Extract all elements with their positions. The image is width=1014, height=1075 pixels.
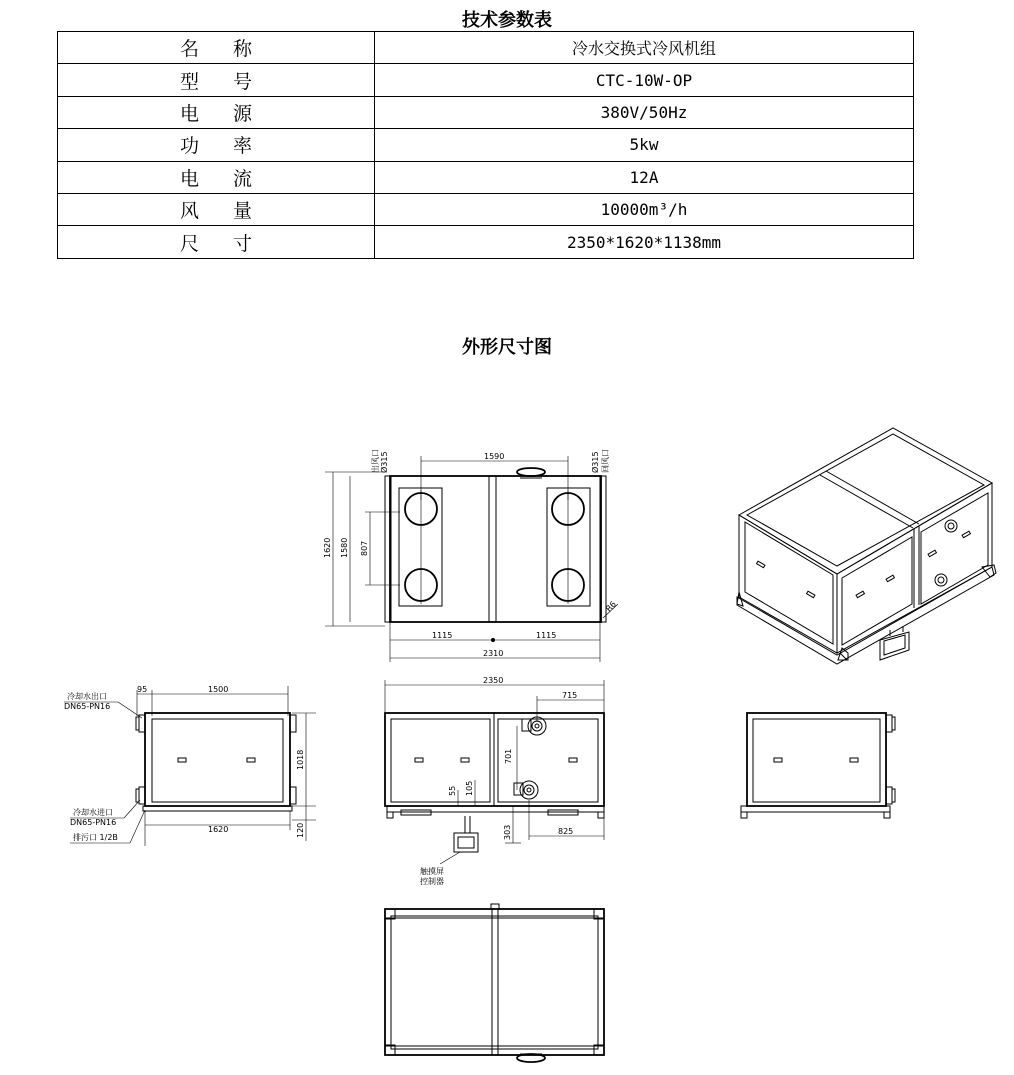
spec-label: 型 号 [58, 64, 375, 96]
left-side-view [64, 685, 316, 846]
drain-label: 排污口 1/2B [73, 833, 118, 842]
dim-2350: 2350 [483, 676, 504, 685]
front-view [385, 676, 604, 886]
top-view [323, 449, 618, 662]
dim-1620-top: 1620 [323, 537, 332, 558]
spec-table-title: 技术参数表 [462, 10, 552, 31]
water-outlet-label: 冷却水出口 [67, 692, 107, 701]
dim-1590: 1590 [484, 452, 505, 461]
spec-value: 冷水交换式冷风机组 [375, 32, 914, 64]
isometric-view [737, 428, 996, 664]
dim-1620-left: 1620 [208, 825, 229, 834]
spec-label: 电 源 [58, 96, 375, 128]
dim-2310: 2310 [483, 649, 504, 658]
spec-value: 5kw [375, 129, 914, 161]
bottom-view [385, 904, 604, 1062]
spec-label: 电 流 [58, 161, 375, 193]
dim-715: 715 [562, 691, 578, 700]
dim-95: 95 [137, 685, 148, 694]
water-inlet-label: 冷却水进口 [73, 808, 113, 817]
controller-label: 控制器 [420, 877, 444, 886]
dim-1500: 1500 [208, 685, 229, 694]
outlet-diameter-label: Ø315 [380, 451, 389, 473]
radius-label: R6 [604, 599, 618, 614]
spec-label: 尺 寸 [58, 226, 375, 258]
dim-105: 105 [465, 780, 474, 796]
spec-value: 380V/50Hz [375, 96, 914, 128]
dim-1018: 1018 [296, 749, 305, 770]
touch-screen-label: 触摸屏 [420, 867, 444, 876]
dim-825: 825 [558, 827, 574, 836]
right-side-view [741, 713, 895, 818]
spec-value: CTC-10W-OP [375, 64, 914, 96]
dim-1115-left: 1115 [432, 631, 453, 640]
spec-label: 风 量 [58, 193, 375, 225]
dim-55: 55 [448, 785, 457, 796]
dim-807: 807 [360, 540, 369, 556]
water-inlet-spec: DN65-PN16 [70, 818, 117, 827]
spec-value: 2350*1620*1138mm [375, 226, 914, 258]
outlet-label: 出风口 [371, 449, 380, 473]
spec-label: 名 称 [58, 32, 375, 64]
dim-701: 701 [504, 748, 513, 764]
water-outlet-spec: DN65-PN16 [64, 702, 111, 711]
dimension-drawing-title: 外形尺寸图 [462, 337, 552, 358]
dim-303: 303 [503, 824, 512, 840]
dim-1115-right: 1115 [536, 631, 557, 640]
spec-value: 10000m³/h [375, 193, 914, 225]
return-label: 回风口 [601, 449, 610, 473]
return-diameter-label: Ø315 [591, 451, 600, 473]
spec-label: 功 率 [58, 129, 375, 161]
dim-120: 120 [296, 822, 305, 838]
dim-1580: 1580 [340, 537, 349, 558]
spec-value: 12A [375, 161, 914, 193]
